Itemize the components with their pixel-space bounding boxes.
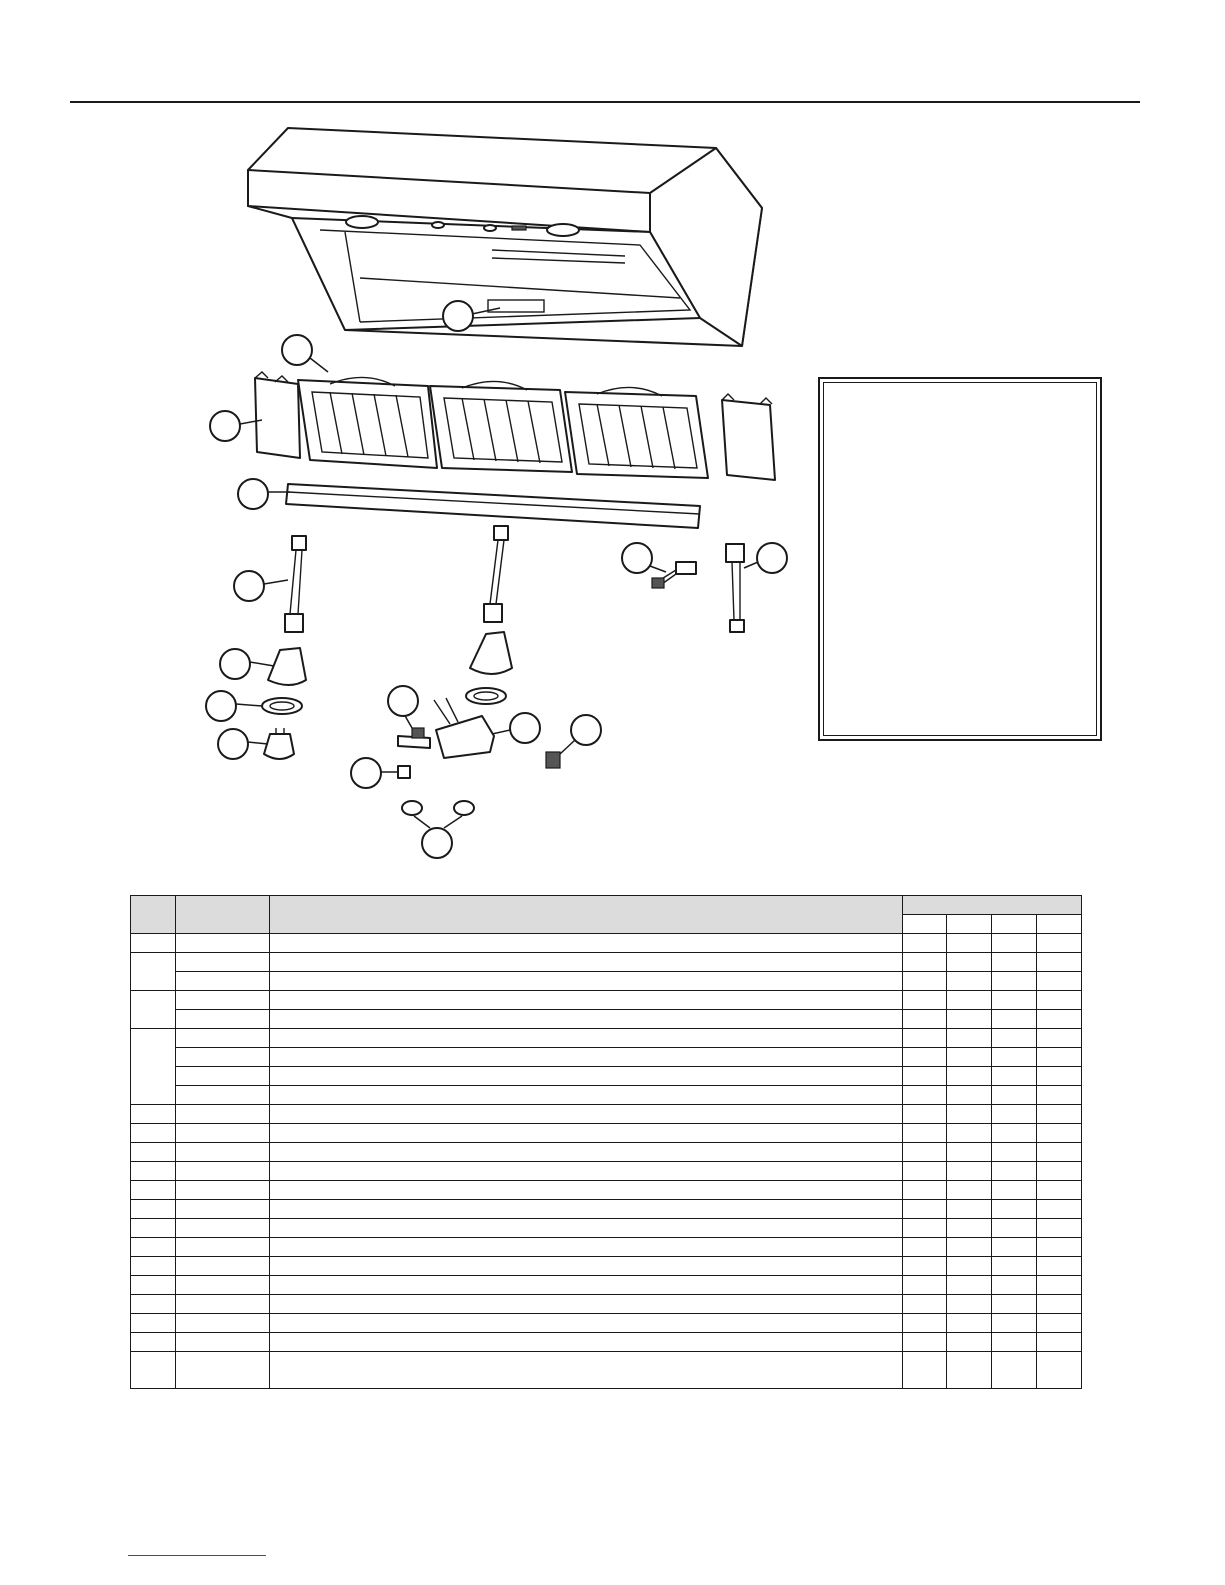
part-number-cell xyxy=(176,1048,270,1067)
qty-cell xyxy=(992,1010,1037,1029)
control-knobs xyxy=(402,801,474,815)
qty-cell xyxy=(992,991,1037,1010)
qty-cell xyxy=(992,1200,1037,1219)
qty-cell xyxy=(992,1219,1037,1238)
part-number-cell xyxy=(176,1067,270,1086)
description-cell xyxy=(270,1314,903,1333)
description-cell xyxy=(270,1124,903,1143)
qty-cell xyxy=(947,1105,992,1124)
qty-cell xyxy=(1037,953,1082,972)
filter-right xyxy=(565,387,708,478)
description-cell xyxy=(270,1295,903,1314)
qty-cell xyxy=(1037,1276,1082,1295)
qty-cell xyxy=(947,934,992,953)
description-cell xyxy=(270,1105,903,1124)
ref-cell xyxy=(131,953,176,991)
table-row xyxy=(131,953,1082,972)
part-number-cell xyxy=(176,1086,270,1105)
qty-cell xyxy=(947,1219,992,1238)
qty-cell xyxy=(992,953,1037,972)
qty-cell xyxy=(1037,1333,1082,1352)
ref-cell xyxy=(131,1314,176,1333)
table-row xyxy=(131,934,1082,953)
lamp-socket-housing xyxy=(268,632,512,685)
table-row xyxy=(131,1048,1082,1067)
qty-cell xyxy=(1037,1181,1082,1200)
ref-cell xyxy=(131,1295,176,1314)
part-number-cell xyxy=(176,1181,270,1200)
callout-12 xyxy=(351,758,398,788)
junction-box xyxy=(434,698,494,758)
qty-cell xyxy=(1037,1219,1082,1238)
clip xyxy=(398,766,410,778)
header-qty-col xyxy=(992,915,1037,934)
qty-cell xyxy=(903,1295,947,1314)
description-cell xyxy=(270,1200,903,1219)
table-row xyxy=(131,1219,1082,1238)
filter-center xyxy=(430,381,572,472)
side-channel-left xyxy=(255,372,300,458)
qty-cell xyxy=(992,1257,1037,1276)
ref-cell xyxy=(131,1276,176,1295)
footer-link-underline[interactable] xyxy=(128,1555,266,1556)
qty-cell xyxy=(947,1010,992,1029)
description-cell xyxy=(270,1219,903,1238)
ref-cell xyxy=(131,1238,176,1257)
qty-cell xyxy=(1037,1352,1082,1389)
callout-5 xyxy=(234,571,288,601)
callout-4 xyxy=(238,479,290,509)
header-qty-col xyxy=(903,915,947,934)
description-cell xyxy=(270,991,903,1010)
table-row xyxy=(131,991,1082,1010)
description-cell xyxy=(270,1067,903,1086)
qty-cell xyxy=(903,953,947,972)
qty-cell xyxy=(992,1143,1037,1162)
header-quantity xyxy=(903,896,1082,915)
qty-cell xyxy=(992,1295,1037,1314)
callout-8 xyxy=(218,729,268,759)
qty-cell xyxy=(1037,1295,1082,1314)
qty-cell xyxy=(992,972,1037,991)
table-row xyxy=(131,1276,1082,1295)
ref-cell xyxy=(131,991,176,1029)
part-number-cell xyxy=(176,1257,270,1276)
part-number-cell xyxy=(176,1276,270,1295)
trim-ring xyxy=(262,688,506,714)
ref-cell xyxy=(131,1124,176,1143)
table-row xyxy=(131,972,1082,991)
side-channel-right xyxy=(722,394,775,480)
qty-cell xyxy=(947,1333,992,1352)
qty-cell xyxy=(903,1333,947,1352)
control-switch-bracket xyxy=(398,728,430,748)
description-cell xyxy=(270,1048,903,1067)
qty-cell xyxy=(903,1162,947,1181)
qty-cell xyxy=(947,1067,992,1086)
qty-cell xyxy=(1037,1124,1082,1143)
callout-14 xyxy=(622,543,666,573)
qty-cell xyxy=(903,1181,947,1200)
qty-cell xyxy=(1037,1162,1082,1181)
table-row xyxy=(131,1067,1082,1086)
table-row xyxy=(131,1200,1082,1219)
part-number-cell xyxy=(176,1200,270,1219)
header-description xyxy=(270,896,903,934)
qty-cell xyxy=(1037,1314,1082,1333)
description-cell xyxy=(270,972,903,991)
table-row xyxy=(131,1029,1082,1048)
table-header-row xyxy=(131,896,1082,915)
qty-cell xyxy=(903,1257,947,1276)
description-cell xyxy=(270,1086,903,1105)
table-row xyxy=(131,1086,1082,1105)
qty-cell xyxy=(947,1143,992,1162)
qty-cell xyxy=(947,1162,992,1181)
description-cell xyxy=(270,953,903,972)
callout-7 xyxy=(206,691,262,721)
qty-cell xyxy=(1037,1238,1082,1257)
header-part-number xyxy=(176,896,270,934)
halogen-bulb xyxy=(264,728,294,759)
table-row xyxy=(131,1314,1082,1333)
qty-cell xyxy=(1037,991,1082,1010)
part-number-cell xyxy=(176,1124,270,1143)
description-cell xyxy=(270,1143,903,1162)
header-qty-col xyxy=(1037,915,1082,934)
qty-cell xyxy=(903,1143,947,1162)
qty-cell xyxy=(903,1010,947,1029)
notes-box xyxy=(818,377,1102,741)
ref-cell xyxy=(131,1181,176,1200)
qty-cell xyxy=(992,1333,1037,1352)
part-number-cell xyxy=(176,1162,270,1181)
table-row xyxy=(131,1143,1082,1162)
rocker-switch xyxy=(546,752,560,768)
qty-cell xyxy=(947,1181,992,1200)
ref-cell xyxy=(131,1143,176,1162)
part-number-cell xyxy=(176,1219,270,1238)
qty-cell xyxy=(947,1295,992,1314)
ref-cell xyxy=(131,934,176,953)
qty-cell xyxy=(992,1105,1037,1124)
table-row xyxy=(131,1105,1082,1124)
power-cord-plug xyxy=(726,544,744,632)
qty-cell xyxy=(947,1314,992,1333)
ref-cell xyxy=(131,1105,176,1124)
qty-cell xyxy=(992,1181,1037,1200)
qty-cell xyxy=(947,1029,992,1048)
description-cell xyxy=(270,1276,903,1295)
description-cell xyxy=(270,1333,903,1352)
qty-cell xyxy=(992,1162,1037,1181)
qty-cell xyxy=(903,1219,947,1238)
callout-15 xyxy=(744,543,787,573)
part-number-cell xyxy=(176,1352,270,1389)
wire-connector xyxy=(652,562,696,588)
table-row xyxy=(131,1333,1082,1352)
ref-cell xyxy=(131,1200,176,1219)
header-qty-col xyxy=(947,915,992,934)
table-row xyxy=(131,1352,1082,1389)
part-number-cell xyxy=(176,1295,270,1314)
description-cell xyxy=(270,1352,903,1389)
part-number-cell xyxy=(176,1314,270,1333)
qty-cell xyxy=(947,972,992,991)
table-row xyxy=(131,1010,1082,1029)
qty-cell xyxy=(947,1352,992,1389)
qty-cell xyxy=(903,1352,947,1389)
qty-cell xyxy=(947,1124,992,1143)
part-number-cell xyxy=(176,934,270,953)
qty-cell xyxy=(992,934,1037,953)
callout-9 xyxy=(388,686,418,728)
qty-cell xyxy=(992,1314,1037,1333)
qty-cell xyxy=(903,1048,947,1067)
ref-cell xyxy=(131,1029,176,1105)
header-ref xyxy=(131,896,176,934)
part-number-cell xyxy=(176,972,270,991)
qty-cell xyxy=(947,953,992,972)
table-row xyxy=(131,1257,1082,1276)
callout-13 xyxy=(414,816,462,858)
qty-cell xyxy=(992,1238,1037,1257)
qty-cell xyxy=(1037,1010,1082,1029)
description-cell xyxy=(270,1010,903,1029)
qty-cell xyxy=(903,1029,947,1048)
qty-cell xyxy=(1037,1257,1082,1276)
part-number-cell xyxy=(176,1029,270,1048)
part-number-cell xyxy=(176,1333,270,1352)
qty-cell xyxy=(903,1067,947,1086)
qty-cell xyxy=(903,1276,947,1295)
qty-cell xyxy=(1037,1048,1082,1067)
qty-cell xyxy=(947,1257,992,1276)
part-number-cell xyxy=(176,1238,270,1257)
qty-cell xyxy=(1037,1067,1082,1086)
part-number-cell xyxy=(176,1105,270,1124)
parts-table xyxy=(130,895,1082,1389)
filter-left xyxy=(298,377,437,468)
table-row xyxy=(131,1162,1082,1181)
qty-cell xyxy=(992,1048,1037,1067)
ref-cell xyxy=(131,1257,176,1276)
qty-cell xyxy=(992,1352,1037,1389)
qty-cell xyxy=(903,1086,947,1105)
qty-cell xyxy=(1037,1143,1082,1162)
ref-cell xyxy=(131,1333,176,1352)
part-number-cell xyxy=(176,1010,270,1029)
hood-body xyxy=(248,128,762,346)
callout-6 xyxy=(220,649,274,679)
qty-cell xyxy=(992,1029,1037,1048)
qty-cell xyxy=(903,1200,947,1219)
qty-cell xyxy=(1037,934,1082,953)
ref-cell xyxy=(131,1162,176,1181)
table-row xyxy=(131,1238,1082,1257)
qty-cell xyxy=(992,1086,1037,1105)
part-number-cell xyxy=(176,1143,270,1162)
qty-cell xyxy=(903,934,947,953)
qty-cell xyxy=(947,1086,992,1105)
qty-cell xyxy=(903,1314,947,1333)
callout-11 xyxy=(560,715,601,754)
description-cell xyxy=(270,1162,903,1181)
qty-cell xyxy=(992,1067,1037,1086)
table-row xyxy=(131,1295,1082,1314)
qty-cell xyxy=(947,1200,992,1219)
qty-cell xyxy=(903,1124,947,1143)
description-cell xyxy=(270,1181,903,1200)
qty-cell xyxy=(947,1238,992,1257)
qty-cell xyxy=(947,1048,992,1067)
ref-cell xyxy=(131,1219,176,1238)
description-cell xyxy=(270,1238,903,1257)
part-number-cell xyxy=(176,953,270,972)
qty-cell xyxy=(1037,1200,1082,1219)
qty-cell xyxy=(903,1238,947,1257)
qty-cell xyxy=(903,1105,947,1124)
qty-cell xyxy=(1037,972,1082,991)
callout-2 xyxy=(282,335,328,372)
part-number-cell xyxy=(176,991,270,1010)
qty-cell xyxy=(1037,1105,1082,1124)
qty-cell xyxy=(992,1276,1037,1295)
ref-cell xyxy=(131,1352,176,1389)
front-rail xyxy=(286,484,700,528)
description-cell xyxy=(270,934,903,953)
description-cell xyxy=(270,1257,903,1276)
qty-cell xyxy=(1037,1029,1082,1048)
description-cell xyxy=(270,1029,903,1048)
qty-cell xyxy=(1037,1086,1082,1105)
lamp-harness-center xyxy=(484,526,508,622)
qty-cell xyxy=(903,991,947,1010)
qty-cell xyxy=(947,1276,992,1295)
lamp-harness-left xyxy=(285,536,306,632)
table-row xyxy=(131,1181,1082,1200)
table-row xyxy=(131,1124,1082,1143)
callout-3 xyxy=(210,411,262,441)
qty-cell xyxy=(903,972,947,991)
qty-cell xyxy=(992,1124,1037,1143)
qty-cell xyxy=(947,991,992,1010)
callout-10 xyxy=(492,713,540,743)
